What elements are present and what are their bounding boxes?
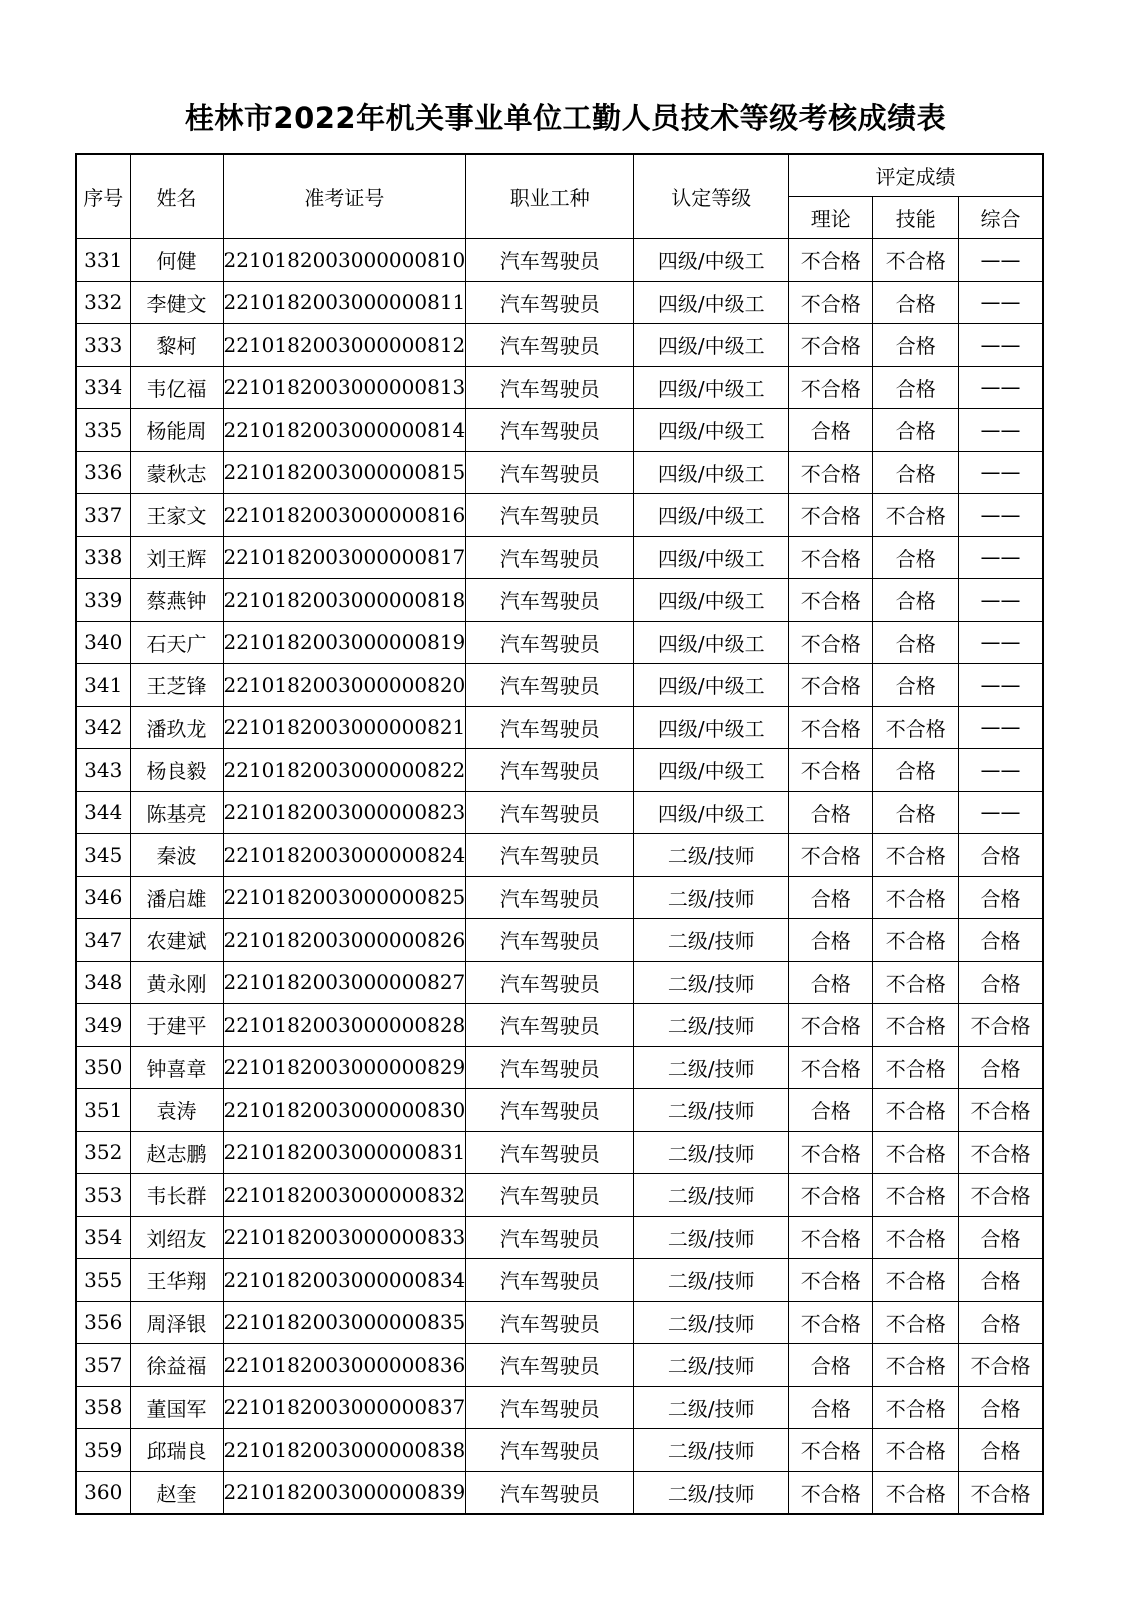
cell-seq: 344	[76, 791, 130, 834]
table-row	[76, 791, 1043, 834]
cell-seq: 355	[76, 1259, 130, 1302]
cell-overall: ——	[959, 451, 1043, 494]
cell-job: 汽车驾驶员	[466, 961, 634, 1004]
cell-skill: 不合格	[873, 1004, 959, 1047]
cell-seq: 343	[76, 749, 130, 792]
cell-seq: 339	[76, 579, 130, 622]
cell-name: 徐益福	[130, 1344, 223, 1387]
table-row	[76, 1046, 1043, 1089]
cell-job: 汽车驾驶员	[466, 1131, 634, 1174]
cell-ticket: 2210182003000000828	[223, 1004, 466, 1047]
cell-skill: 不合格	[873, 1174, 959, 1217]
cell-overall: ——	[959, 366, 1043, 409]
cell-skill: 合格	[873, 621, 959, 664]
cell-ticket: 2210182003000000811	[223, 281, 466, 324]
table-row	[76, 1004, 1043, 1047]
cell-level: 四级/中级工	[634, 451, 789, 494]
cell-level: 二级/技师	[634, 1344, 789, 1387]
cell-theory: 不合格	[789, 579, 873, 622]
cell-name: 黄永刚	[130, 961, 223, 1004]
cell-skill: 不合格	[873, 1089, 959, 1132]
cell-skill: 合格	[873, 324, 959, 367]
cell-level: 二级/技师	[634, 1089, 789, 1132]
cell-level: 四级/中级工	[634, 409, 789, 452]
cell-skill: 不合格	[873, 1259, 959, 1302]
cell-ticket: 2210182003000000817	[223, 536, 466, 579]
cell-job: 汽车驾驶员	[466, 1089, 634, 1132]
scores-table	[75, 153, 1044, 1515]
cell-name: 农建斌	[130, 919, 223, 962]
cell-name: 韦长群	[130, 1174, 223, 1217]
cell-ticket: 2210182003000000815	[223, 451, 466, 494]
cell-seq: 335	[76, 409, 130, 452]
cell-seq: 354	[76, 1216, 130, 1259]
cell-seq: 348	[76, 961, 130, 1004]
table-row	[76, 1301, 1043, 1344]
cell-theory: 不合格	[789, 621, 873, 664]
cell-theory: 不合格	[789, 1216, 873, 1259]
cell-theory: 不合格	[789, 706, 873, 749]
cell-theory: 不合格	[789, 451, 873, 494]
cell-job: 汽车驾驶员	[466, 749, 634, 792]
cell-theory: 不合格	[789, 834, 873, 877]
cell-name: 钟喜章	[130, 1046, 223, 1089]
cell-ticket: 2210182003000000839	[223, 1471, 466, 1514]
cell-overall: ——	[959, 749, 1043, 792]
header-level: 认定等级	[634, 154, 789, 239]
cell-ticket: 2210182003000000829	[223, 1046, 466, 1089]
cell-name: 王华翔	[130, 1259, 223, 1302]
cell-ticket: 2210182003000000823	[223, 791, 466, 834]
cell-job: 汽车驾驶员	[466, 1046, 634, 1089]
document-title: 桂林市2022年机关事业单位工勤人员技术等级考核成绩表	[184, 101, 947, 135]
header-theory: 理论	[789, 197, 873, 239]
table-header	[76, 154, 1043, 239]
cell-ticket: 2210182003000000833	[223, 1216, 466, 1259]
cell-level: 四级/中级工	[634, 239, 789, 282]
cell-overall: ——	[959, 536, 1043, 579]
cell-skill: 合格	[873, 281, 959, 324]
cell-seq: 337	[76, 494, 130, 537]
cell-ticket: 2210182003000000826	[223, 919, 466, 962]
cell-job: 汽车驾驶员	[466, 664, 634, 707]
cell-job: 汽车驾驶员	[466, 1259, 634, 1302]
cell-level: 二级/技师	[634, 919, 789, 962]
cell-seq: 356	[76, 1301, 130, 1344]
cell-overall: 不合格	[959, 1174, 1043, 1217]
table-row	[76, 749, 1043, 792]
cell-name: 韦亿福	[130, 366, 223, 409]
header-skill: 技能	[873, 197, 959, 239]
cell-level: 四级/中级工	[634, 579, 789, 622]
cell-theory: 合格	[789, 876, 873, 919]
cell-overall: ——	[959, 791, 1043, 834]
table-row	[76, 494, 1043, 537]
cell-seq: 347	[76, 919, 130, 962]
cell-skill: 不合格	[873, 834, 959, 877]
cell-ticket: 2210182003000000830	[223, 1089, 466, 1132]
cell-job: 汽车驾驶员	[466, 366, 634, 409]
cell-name: 董国军	[130, 1386, 223, 1429]
cell-level: 四级/中级工	[634, 621, 789, 664]
cell-job: 汽车驾驶员	[466, 1386, 634, 1429]
cell-skill: 不合格	[873, 1216, 959, 1259]
cell-job: 汽车驾驶员	[466, 1344, 634, 1387]
cell-skill: 合格	[873, 366, 959, 409]
cell-skill: 不合格	[873, 1429, 959, 1472]
cell-theory: 不合格	[789, 324, 873, 367]
table-row	[76, 324, 1043, 367]
cell-level: 二级/技师	[634, 834, 789, 877]
cell-name: 杨良毅	[130, 749, 223, 792]
table-row	[76, 536, 1043, 579]
cell-overall: ——	[959, 706, 1043, 749]
table-row	[76, 621, 1043, 664]
table-row	[76, 1344, 1043, 1387]
table-row	[76, 1429, 1043, 1472]
cell-theory: 合格	[789, 791, 873, 834]
cell-overall: 合格	[959, 1259, 1043, 1302]
cell-level: 二级/技师	[634, 961, 789, 1004]
table-row	[76, 876, 1043, 919]
table-row	[76, 961, 1043, 1004]
cell-ticket: 2210182003000000822	[223, 749, 466, 792]
cell-skill: 不合格	[873, 1046, 959, 1089]
cell-skill: 不合格	[873, 919, 959, 962]
cell-job: 汽车驾驶员	[466, 876, 634, 919]
header-seq: 序号	[76, 154, 130, 239]
cell-skill: 合格	[873, 451, 959, 494]
cell-job: 汽车驾驶员	[466, 239, 634, 282]
cell-skill: 不合格	[873, 1471, 959, 1514]
cell-level: 二级/技师	[634, 1471, 789, 1514]
cell-theory: 不合格	[789, 239, 873, 282]
cell-skill: 合格	[873, 536, 959, 579]
cell-overall: 不合格	[959, 1004, 1043, 1047]
cell-level: 二级/技师	[634, 1386, 789, 1429]
table-row	[76, 409, 1043, 452]
cell-ticket: 2210182003000000810	[223, 239, 466, 282]
cell-overall: ——	[959, 664, 1043, 707]
cell-name: 刘王辉	[130, 536, 223, 579]
cell-name: 邱瑞良	[130, 1429, 223, 1472]
cell-overall: 合格	[959, 1386, 1043, 1429]
cell-name: 秦波	[130, 834, 223, 877]
cell-level: 四级/中级工	[634, 791, 789, 834]
cell-overall: ——	[959, 494, 1043, 537]
cell-seq: 349	[76, 1004, 130, 1047]
cell-level: 二级/技师	[634, 1259, 789, 1302]
cell-ticket: 2210182003000000812	[223, 324, 466, 367]
cell-job: 汽车驾驶员	[466, 536, 634, 579]
cell-job: 汽车驾驶员	[466, 1174, 634, 1217]
cell-overall: 不合格	[959, 1344, 1043, 1387]
cell-skill: 合格	[873, 579, 959, 622]
table-row	[76, 706, 1043, 749]
cell-overall: 不合格	[959, 1471, 1043, 1514]
cell-overall: ——	[959, 579, 1043, 622]
cell-overall: 合格	[959, 1301, 1043, 1344]
cell-ticket: 2210182003000000834	[223, 1259, 466, 1302]
table-row	[76, 451, 1043, 494]
cell-skill: 不合格	[873, 876, 959, 919]
cell-theory: 不合格	[789, 1429, 873, 1472]
cell-theory: 不合格	[789, 749, 873, 792]
cell-name: 王家文	[130, 494, 223, 537]
cell-ticket: 2210182003000000827	[223, 961, 466, 1004]
table-row	[76, 1471, 1043, 1514]
table-row	[76, 1386, 1043, 1429]
cell-name: 石天广	[130, 621, 223, 664]
cell-level: 二级/技师	[634, 1216, 789, 1259]
cell-seq: 352	[76, 1131, 130, 1174]
cell-skill: 不合格	[873, 1386, 959, 1429]
cell-skill: 不合格	[873, 1301, 959, 1344]
table-row	[76, 664, 1043, 707]
cell-name: 袁涛	[130, 1089, 223, 1132]
cell-theory: 不合格	[789, 366, 873, 409]
cell-level: 二级/技师	[634, 1174, 789, 1217]
cell-level: 二级/技师	[634, 1004, 789, 1047]
cell-seq: 359	[76, 1429, 130, 1472]
cell-theory: 合格	[789, 1344, 873, 1387]
cell-overall: 合格	[959, 1216, 1043, 1259]
cell-theory: 不合格	[789, 1471, 873, 1514]
cell-skill: 合格	[873, 791, 959, 834]
cell-overall: 合格	[959, 919, 1043, 962]
cell-level: 二级/技师	[634, 1046, 789, 1089]
cell-theory: 不合格	[789, 1131, 873, 1174]
cell-name: 杨能周	[130, 409, 223, 452]
table-row	[76, 239, 1043, 282]
cell-seq: 334	[76, 366, 130, 409]
cell-skill: 不合格	[873, 239, 959, 282]
header-job: 职业工种	[466, 154, 634, 239]
cell-skill: 合格	[873, 409, 959, 452]
table-row	[76, 1089, 1043, 1132]
cell-skill: 不合格	[873, 1344, 959, 1387]
cell-seq: 341	[76, 664, 130, 707]
header-scores-group: 评定成绩	[789, 154, 1043, 197]
cell-theory: 合格	[789, 1386, 873, 1429]
cell-ticket: 2210182003000000831	[223, 1131, 466, 1174]
cell-theory: 不合格	[789, 281, 873, 324]
cell-job: 汽车驾驶员	[466, 1471, 634, 1514]
cell-theory: 不合格	[789, 1259, 873, 1302]
cell-theory: 合格	[789, 919, 873, 962]
cell-ticket: 2210182003000000821	[223, 706, 466, 749]
cell-overall: 合格	[959, 834, 1043, 877]
cell-job: 汽车驾驶员	[466, 1301, 634, 1344]
cell-name: 于建平	[130, 1004, 223, 1047]
header-overall: 综合	[959, 197, 1043, 239]
cell-overall: ——	[959, 281, 1043, 324]
cell-job: 汽车驾驶员	[466, 579, 634, 622]
cell-overall: ——	[959, 324, 1043, 367]
cell-level: 四级/中级工	[634, 324, 789, 367]
table-row	[76, 919, 1043, 962]
cell-seq: 357	[76, 1344, 130, 1387]
cell-name: 王芝锋	[130, 664, 223, 707]
cell-seq: 336	[76, 451, 130, 494]
cell-name: 赵志鹏	[130, 1131, 223, 1174]
cell-ticket: 2210182003000000813	[223, 366, 466, 409]
cell-seq: 340	[76, 621, 130, 664]
cell-name: 蔡燕钟	[130, 579, 223, 622]
cell-level: 二级/技师	[634, 1429, 789, 1472]
cell-level: 四级/中级工	[634, 664, 789, 707]
cell-theory: 合格	[789, 409, 873, 452]
cell-seq: 333	[76, 324, 130, 367]
cell-job: 汽车驾驶员	[466, 791, 634, 834]
table-body	[76, 239, 1043, 1515]
cell-seq: 331	[76, 239, 130, 282]
cell-overall: ——	[959, 409, 1043, 452]
cell-overall: 合格	[959, 1429, 1043, 1472]
cell-job: 汽车驾驶员	[466, 621, 634, 664]
cell-level: 二级/技师	[634, 1131, 789, 1174]
table-row	[76, 1174, 1043, 1217]
cell-ticket: 2210182003000000825	[223, 876, 466, 919]
cell-skill: 合格	[873, 749, 959, 792]
cell-theory: 不合格	[789, 1004, 873, 1047]
cell-skill: 不合格	[873, 1131, 959, 1174]
cell-level: 四级/中级工	[634, 494, 789, 537]
cell-name: 周泽银	[130, 1301, 223, 1344]
cell-skill: 不合格	[873, 494, 959, 537]
cell-name: 陈基亮	[130, 791, 223, 834]
cell-seq: 360	[76, 1471, 130, 1514]
cell-theory: 不合格	[789, 536, 873, 579]
cell-theory: 不合格	[789, 1174, 873, 1217]
cell-ticket: 2210182003000000820	[223, 664, 466, 707]
cell-overall: 合格	[959, 876, 1043, 919]
table-row	[76, 366, 1043, 409]
cell-ticket: 2210182003000000832	[223, 1174, 466, 1217]
cell-ticket: 2210182003000000814	[223, 409, 466, 452]
cell-ticket: 2210182003000000818	[223, 579, 466, 622]
cell-job: 汽车驾驶员	[466, 451, 634, 494]
cell-seq: 351	[76, 1089, 130, 1132]
cell-job: 汽车驾驶员	[466, 281, 634, 324]
cell-seq: 338	[76, 536, 130, 579]
cell-theory: 合格	[789, 961, 873, 1004]
cell-name: 蒙秋志	[130, 451, 223, 494]
table-row	[76, 281, 1043, 324]
cell-job: 汽车驾驶员	[466, 409, 634, 452]
cell-overall: 合格	[959, 1046, 1043, 1089]
cell-theory: 不合格	[789, 664, 873, 707]
cell-name: 何健	[130, 239, 223, 282]
table-row	[76, 579, 1043, 622]
cell-seq: 358	[76, 1386, 130, 1429]
cell-level: 二级/技师	[634, 1301, 789, 1344]
cell-level: 四级/中级工	[634, 281, 789, 324]
cell-skill: 不合格	[873, 706, 959, 749]
cell-job: 汽车驾驶员	[466, 1216, 634, 1259]
cell-ticket: 2210182003000000835	[223, 1301, 466, 1344]
cell-seq: 346	[76, 876, 130, 919]
cell-theory: 不合格	[789, 1046, 873, 1089]
cell-level: 四级/中级工	[634, 536, 789, 579]
table-row	[76, 1216, 1043, 1259]
cell-theory: 不合格	[789, 494, 873, 537]
cell-theory: 不合格	[789, 1301, 873, 1344]
cell-seq: 350	[76, 1046, 130, 1089]
cell-theory: 合格	[789, 1089, 873, 1132]
header-name: 姓名	[130, 154, 223, 239]
cell-name: 李健文	[130, 281, 223, 324]
cell-job: 汽车驾驶员	[466, 324, 634, 367]
header-ticket: 准考证号	[223, 154, 466, 239]
cell-job: 汽车驾驶员	[466, 1429, 634, 1472]
cell-level: 四级/中级工	[634, 706, 789, 749]
cell-skill: 不合格	[873, 961, 959, 1004]
cell-ticket: 2210182003000000836	[223, 1344, 466, 1387]
cell-seq: 345	[76, 834, 130, 877]
cell-ticket: 2210182003000000838	[223, 1429, 466, 1472]
cell-seq: 353	[76, 1174, 130, 1217]
cell-job: 汽车驾驶员	[466, 494, 634, 537]
cell-job: 汽车驾驶员	[466, 834, 634, 877]
table-row	[76, 834, 1043, 877]
cell-job: 汽车驾驶员	[466, 919, 634, 962]
cell-seq: 342	[76, 706, 130, 749]
cell-name: 赵奎	[130, 1471, 223, 1514]
cell-name: 黎柯	[130, 324, 223, 367]
cell-overall: ——	[959, 239, 1043, 282]
cell-level: 四级/中级工	[634, 749, 789, 792]
cell-job: 汽车驾驶员	[466, 706, 634, 749]
table-row	[76, 1259, 1043, 1302]
cell-name: 刘绍友	[130, 1216, 223, 1259]
cell-overall: 不合格	[959, 1089, 1043, 1132]
cell-job: 汽车驾驶员	[466, 1004, 634, 1047]
cell-name: 潘玖龙	[130, 706, 223, 749]
cell-name: 潘启雄	[130, 876, 223, 919]
cell-skill: 合格	[873, 664, 959, 707]
cell-seq: 332	[76, 281, 130, 324]
cell-level: 四级/中级工	[634, 366, 789, 409]
cell-ticket: 2210182003000000824	[223, 834, 466, 877]
cell-level: 二级/技师	[634, 876, 789, 919]
cell-ticket: 2210182003000000816	[223, 494, 466, 537]
cell-overall: 不合格	[959, 1131, 1043, 1174]
cell-overall: 合格	[959, 961, 1043, 1004]
cell-ticket: 2210182003000000837	[223, 1386, 466, 1429]
cell-overall: ——	[959, 621, 1043, 664]
table-row	[76, 1131, 1043, 1174]
cell-ticket: 2210182003000000819	[223, 621, 466, 664]
